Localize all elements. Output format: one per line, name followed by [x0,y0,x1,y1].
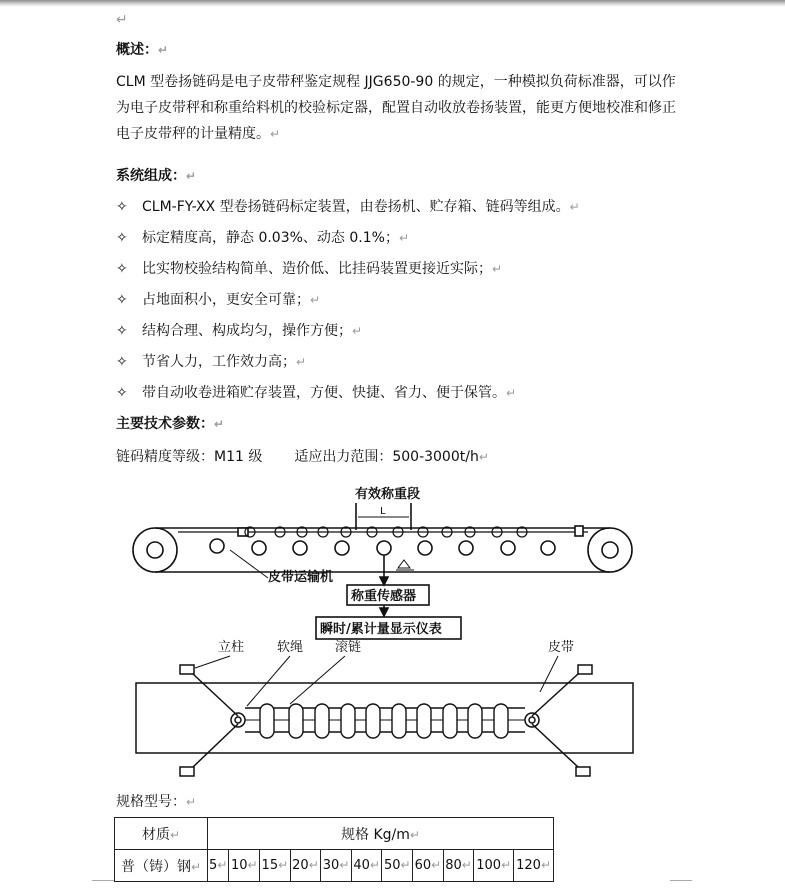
spec-value: 40 [353,858,370,873]
paragraph-mark: ↵ [169,827,181,842]
list-item [116,352,306,372]
material-header: 材质 [141,826,170,843]
spec-value: 10 [230,858,248,873]
list-item [116,290,320,310]
paragraph-mark: ↵ [400,858,411,872]
paragraph-mark: ↵ [158,43,169,57]
list-item-text: 占地面积小，更安全可靠； [142,292,310,308]
spec-value: 80 [445,858,462,873]
composition-heading-text: 系统组成： [116,168,186,184]
paragraph-mark: ↵ [478,450,489,464]
material-value: 普（铸）钢 [120,858,191,875]
paragraph-mark: ↵ [492,262,503,276]
page-corner-mark [92,880,114,889]
window-top-edge [0,0,785,7]
table-cell [321,850,352,882]
paragraph-mark: ↵ [398,231,410,245]
spec-value: 15 [261,858,279,873]
table-cell [443,850,474,882]
list-item-text: 标定精度高，静态 0.03%、动态 0.1%； [142,230,399,246]
table-cell [115,850,208,882]
length-label: L [380,506,386,517]
paragraph-mark: ↵ [217,858,228,872]
table-cell [229,850,260,882]
overview-body-text: CLM 型卷扬链码是电子皮带秤鉴定规程 JJG650-90 的规定，一种模拟负荷标准器，可以作为电子皮带秤和称重给料机的校验标定器，配置自动收放卷扬装置，能更方便地校准和修正电子皮带秤的计量精度。 [116,74,676,142]
paragraph-mark: ↵ [506,386,517,400]
spec-heading-text: 规格型号： [116,794,186,810]
paragraph-mark: ↵ [540,858,551,872]
paragraph-mark: ↵ [116,12,128,28]
table-cell [474,850,514,882]
spec-table [114,817,554,882]
paragraph-mark: ↵ [369,858,380,872]
spec-value: 50 [383,858,401,873]
spec-value: 120 [516,858,541,873]
table-cell [115,818,208,850]
paragraph-mark: ↵ [501,858,512,872]
spec-value: 60 [414,858,432,873]
bullet-icon: ✧ [116,292,128,308]
belt-outline [136,683,633,753]
spec-heading [116,792,196,812]
accuracy-text: 链码精度等级：M11 级 [116,449,263,465]
table-cell [351,850,382,882]
paragraph-mark: ↵ [247,858,258,872]
spec-value: 100 [476,858,502,873]
list-item-text: 结构合理、构成均匀，操作方便； [142,323,352,339]
chain-links [260,704,508,738]
table-cell [260,850,291,882]
bullet-icon: ✧ [116,385,128,401]
post-bottom-right [576,767,590,776]
params-heading [116,414,224,434]
paragraph-mark: ↵ [186,169,197,183]
display-label: 瞬时/累计量显示仪表 [320,622,442,637]
bullet-icon: ✧ [116,354,128,370]
paragraph-mark: ↵ [431,858,442,872]
bullet-icon: ✧ [116,199,128,215]
table-row [115,850,554,882]
list-item [116,259,502,279]
conveyor-label: 皮带运输机 [268,570,334,585]
paragraph-mark: ↵ [409,827,420,842]
sensor-label: 称重传感器 [351,589,417,604]
page-corner-mark [670,880,692,889]
params-line [116,447,489,467]
bullet-icon: ✧ [116,323,128,339]
params-heading-text: 主要技术参数： [116,416,214,432]
paragraph-mark: ↵ [461,858,472,872]
list-item [116,321,362,341]
bullet-icon: ✧ [116,261,128,277]
post-top-left [180,665,194,674]
list-item-text: 带自动收卷进箱贮存装置，方便、快捷、省力、便于保管。 [142,385,506,401]
post-label: 立柱 [218,640,245,655]
paragraph-mark: ↵ [186,795,197,809]
table-cell [514,850,554,882]
paragraph-mark: ↵ [310,293,321,307]
table-cell [290,850,321,882]
spec-value: 5 [209,858,218,873]
list-item [116,383,516,403]
overview-heading-text: 概述： [116,42,158,58]
spec-value: 20 [292,858,309,873]
bullet-icon: ✧ [116,230,128,246]
list-item-text: CLM-FY-XX 型卷扬链码标定装置，由卷扬机、贮存箱、链码等组成。 [142,199,570,215]
paragraph-mark: ↵ [190,859,202,874]
paragraph-mark: ↵ [278,858,289,872]
table-row [115,818,554,850]
overview-paragraph [116,69,676,147]
spec-value: 30 [322,858,340,873]
left-pulley [133,528,177,572]
conveyor-diagram [0,480,785,640]
table-cell [413,850,444,882]
belt-label: 皮带 [548,640,575,655]
right-pulley [588,528,632,572]
paragraph-mark: ↵ [352,324,363,338]
spec-header: 规格 Kg/m [341,826,410,843]
chain-mount-diagram [0,636,785,786]
list-item [116,228,409,248]
list-item-text: 节省人力，工作效力高； [142,354,296,370]
post-bottom-left [180,767,194,776]
list-item-text: 比实物校验结构简单、造价低、比挂码装置更接近实际； [142,261,492,277]
paragraph-mark: ↵ [339,858,350,872]
composition-heading [116,166,196,186]
table-cell [208,850,229,882]
paragraph-mark: ↵ [308,858,319,872]
overview-heading [116,40,168,60]
paragraph-mark: ↵ [569,200,580,214]
table-cell [208,818,554,850]
chain-label: 滚链 [335,640,362,655]
list-item [116,197,580,217]
paragraph-mark: ↵ [296,355,307,369]
effective-section-label: 有效称重段 [355,487,421,502]
rope-label: 软绳 [277,640,304,655]
table-cell [382,850,413,882]
paragraph-mark: ↵ [270,127,281,141]
paragraph-mark: ↵ [214,417,225,431]
idler-rollers [210,539,555,555]
post-top-right [578,665,592,674]
range-text: 适应出力范围：500-3000t/h [294,449,479,465]
